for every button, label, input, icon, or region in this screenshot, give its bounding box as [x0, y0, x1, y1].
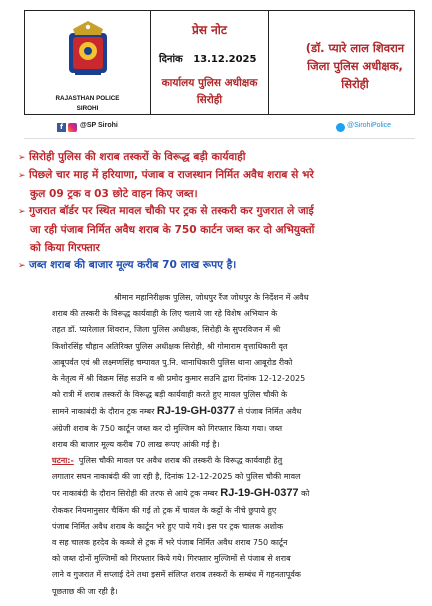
headline-3: ➢ गुजरात बॉर्डर पर स्थित मावल चौकी पर ट्रक से तस्करी कर गुजरात ले जाई जा रही पंजाब निर्मित अवैध शराब के 750 कार्टन जब्त कर दो अभियुक्तों को किया गिरफ्तार — [18, 205, 315, 254]
title-cell — [151, 11, 269, 114]
truck-number-line: सामने नाकाबंदी के दौरान ट्रक नम्बर RJ-19-GH-0377 से पंजाब निर्मित अवैध — [52, 405, 302, 418]
incident-label: घटना:- — [52, 456, 74, 465]
header-table — [24, 10, 415, 115]
office-line2: सिरोही — [196, 94, 223, 106]
instagram-icon[interactable] — [68, 123, 77, 132]
facebook-icon[interactable]: f — [57, 123, 66, 132]
arrow-bullet-icon: ➢ — [18, 153, 26, 163]
date-label: दिनांक — [159, 54, 183, 65]
twitter-icon[interactable] — [336, 123, 345, 132]
arrow-bullet-icon: ➢ — [18, 207, 26, 217]
arrow-bullet-icon: ➢ — [18, 171, 26, 181]
arrow-bullet-icon: ➢ — [18, 261, 26, 271]
headline-4: ➢ जब्त शराब की बाजार मूल्य करीब 70 लाख रूपए है। — [18, 256, 418, 275]
officer-line1: (डॉ. प्यारे लाल शिवरान — [305, 41, 405, 55]
headline-1: ➢ सिरोही पुलिस की शराब तस्करों के विरूद्ध बड़ी कार्यवाही — [18, 148, 418, 167]
org-city: SIROHI — [76, 105, 99, 112]
officer-line2: जिला पुलिस अधीक्षक, — [307, 59, 403, 73]
paragraph-2: घटना:- पुलिस चौकी मावल पर अवैध शराब की तस्करी के विरूद्ध कार्यवाही हेतु लगातार सघन नाकाबंदी की जा रही है, दिनांक 12-12-2025 को पुलिस चौकी मावल पर नाकाबंदी के दौरान सिरोही की तरफ से आये ट्रक नम्बर RJ-19-GH-0377 को रोककर नियमानुसार चैकिंग की गई तो ट्रक में चावल के कट्टों के नीचे छुपाये हुए पंजाब निर्मित अवैध शराब के कार्टून भरे हुए पाये गये। इस पर ट्रक चालक अशोक व सह चालक हरदेव के कब्जे से ट्रक में भरे पंजाब निर्मित अवैध शराब 750 कार्टून को जब्त दोनों मुल्जिमों को गिरफ्तार किये गये। गिरफ्तार मुल्जिमों से पंजाब से शराब लाने व गुजरात में सप्लाई देने तथा इसमें संलिप्त शराब तस्करों के सम्बंध में गहनतापूर्वक पूछताछ की जा रही है। — [52, 453, 392, 600]
rajasthan-police-emblem-icon — [63, 19, 113, 81]
facebook-handle[interactable]: @SP Sirohi — [80, 122, 118, 129]
date-line — [159, 51, 256, 65]
truck-number-line-2: पर नाकाबंदी के दौरान सिरोही की तरफ से आये ट्रक नम्बर RJ-19-GH-0377 को — [52, 487, 310, 500]
officer-cell — [269, 11, 414, 114]
logo-cell — [25, 11, 151, 114]
press-note-title: प्रेस नोट — [192, 23, 227, 37]
social-strip — [24, 122, 415, 139]
office-block — [151, 75, 268, 109]
officer-line3: सिरोही — [341, 77, 369, 91]
officer-block — [269, 39, 432, 93]
org-name: RAJASTHAN POLICE — [55, 95, 120, 102]
twitter-handle[interactable]: @SirohiPolice — [347, 122, 392, 129]
headline-2: ➢ पिछले चार माह में हरियाणा, पंजाब व राजस्थान निर्मित अवैध शराब से भरे कुल 09 ट्रक व 03 छोटे वाहन किए जब्त। — [18, 169, 314, 200]
date-value: 13.12.2025 — [193, 54, 257, 65]
paragraph-1: श्रीमान महानिरीक्षक पुलिस, जोधपुर रैंज जोधपुर के निर्देशन में अवैध शराब की तस्करी के विरूद्ध कार्यवाही के लिए चलाये जा रहे विशेष अभियान के तहत डॉ. प्यारेलाल शिवरान, जिला पुलिस अधीक्षक, सिरोही के सुपरविजन में श्री किशोरसिंह चौहान अतिरिक्त पुलिस अधीक्षक सिरोही, श्री गोमाराम वृत्ताधिकारी वृत आबूपर्वत एवं श्री लक्ष्मणसिंह चम्पावत पु.नि. थानाधिकारी पुलिस थाना आबूरोड रीको के नेतृत्व में श्री विक्रम सिंह सउनि व श्री प्रमोद कुमार सउनि द्वारा दिनांक 12-12-2025 को रात्री में शराब तस्करों के विरूद्ध बड़ी कार्यवाही करते हुए मावल पुलिस चौकी के सामने नाकाबंदी के दौरान ट्रक नम्बर RJ-19-GH-0377 से पंजाब निर्मित अवैध अंग्रेजी शराब के 750 कार्टून जब्त कर दो मुल्जिम को गिरफ्तार किया गया। जब्त शराब की बाजार मूल्य करीब 70 लाख रूपए आंकी गई है। — [52, 290, 392, 453]
office-line1: कार्यालय पुलिस अधीक्षक — [161, 77, 258, 89]
